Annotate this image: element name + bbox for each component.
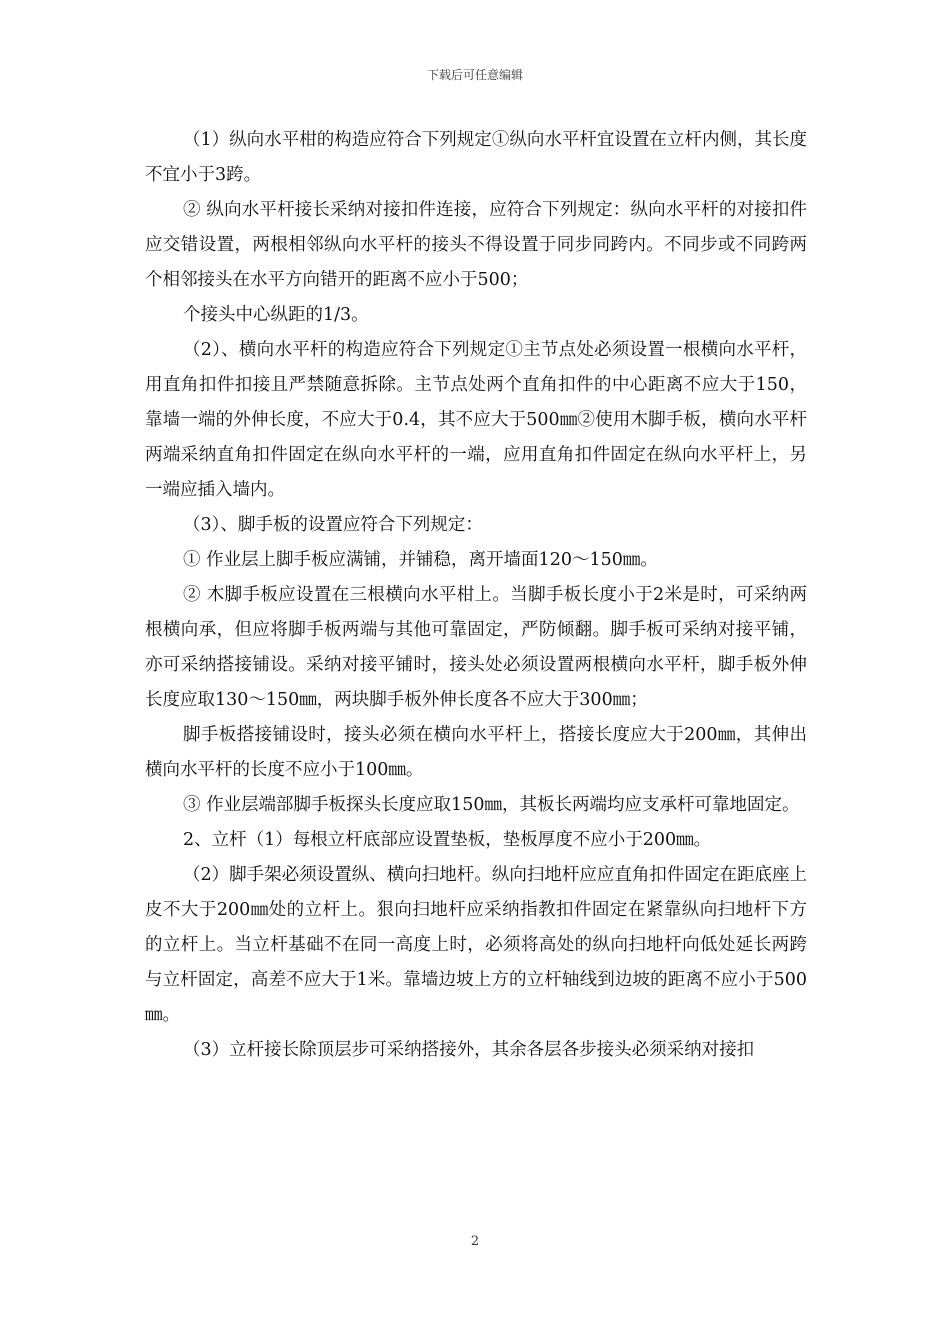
paragraph: ① 作业层上脚手板应满铺，并铺稳，离开墙面120～150㎜。 (183, 550, 658, 570)
paragraph: （2）脚手架必须设置纵、横向扫地杆。纵向扫地杆应应直角扣件固定在距底座上皮不大于200㎜处的立杆上。狠向扫地杆应采纳指教扣件固定在紧靠纵向扫地杆下方的立杆上。当立杆基础不在同一高度上时，必须将高处的纵向扫地杆向低处延长两跨与立杆固定，高差不应大于1米。靠墙边坡上方的立杆轴线到边坡的距离不应小于500㎜。 (145, 865, 807, 1025)
paragraph: ② 木脚手板应设置在三根横向水平柑上。当脚手板长度小于2米是时，可采纳两根横向承，但应将脚手板两端与其他可靠固定，严防倾翻。脚手板可采纳对接平铺，亦可采纳搭接铺设。采纳对接平铺时，接头处必须设置两根横向水平杆，脚手板外伸长度应取130～150㎜，两块脚手板外伸长度各不应大于300㎜； (145, 585, 807, 710)
paragraph: （3）立杆接长除顶层步可采纳搭接外，其余各层各步接头必须采纳对接扣 (183, 1040, 755, 1060)
paragraph: （2）、横向水平杆的构造应符合下列规定①主节点处必须设置一根横向水平杆，用直角扣件扣接且严禁随意拆除。主节点处两个直角扣件的中心距离不应大于150，靠墙一端的外伸长度，不应大于0.4，其不应大于500㎜②使用木脚手板，横向水平杆两端采纳直角扣件固定在纵向水平杆的一端，应用直角扣件固定在纵向水平杆上，另一端应插入墙内。 (145, 340, 807, 500)
paragraph: 2、立杆（1）每根立杆底部应设置垫板，垫板厚度不应小于200㎜。 (183, 830, 712, 850)
paragraph: 脚手板搭接铺设时，接头必须在横向水平杆上，搭接长度应大于200㎜，其伸出横向水平杆的长度不应小于100㎜。 (145, 725, 807, 780)
paragraph: （1）纵向水平柑的构造应符合下列规定①纵向水平杆宜设置在立杆内侧，其长度不宜小于3跨。 (145, 130, 807, 185)
paragraph: ③ 作业层端部脚手板探头长度应取150㎜，其板长两端均应支承杆可靠地固定。 (183, 795, 800, 815)
page-number: 2 (470, 1234, 480, 1249)
paragraph: （3）、脚手板的设置应符合下列规定： (183, 515, 483, 535)
paragraph: 个接头中心纵距的1/3。 (183, 305, 369, 325)
paragraph: ② 纵向水平杆接长采纳对接扣件连接，应符合下列规定：纵向水平杆的对接扣件应交错设置，两根相邻纵向水平杆的接头不得设置于同步同跨内。不同步或不同跨两个相邻接头在水平方向错开的距离不应小于500； (145, 200, 807, 290)
document-body (145, 123, 807, 1068)
page-header: 下载后可任意编辑 (426, 68, 523, 82)
